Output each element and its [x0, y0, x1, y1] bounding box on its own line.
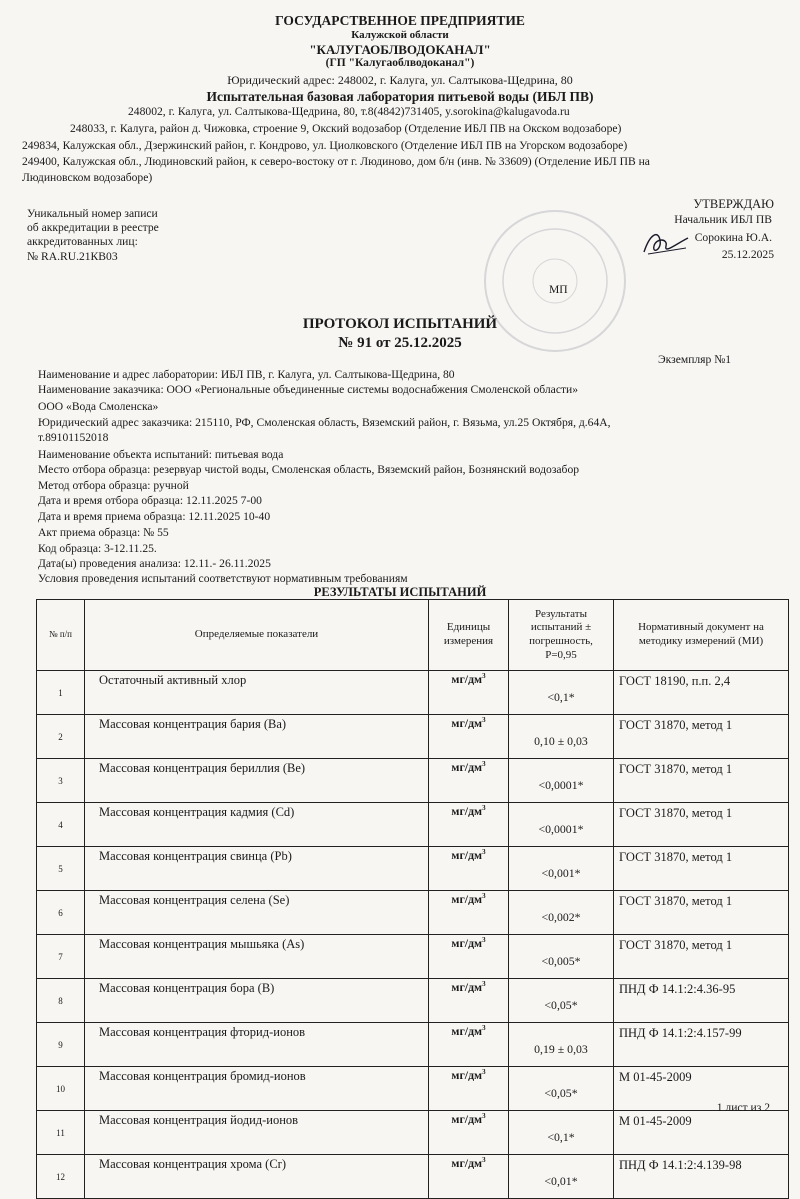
row-number: 6	[37, 891, 85, 935]
unit-label: мг/дм	[451, 1068, 483, 1082]
unit-exponent: 3	[482, 716, 486, 725]
indicator-name: Массовая концентрация хрома (Cr)	[85, 1155, 429, 1199]
indicator-name: Массовая концентрация фторид-ионов	[85, 1023, 429, 1067]
unit-exponent: 3	[482, 1156, 486, 1165]
info-line: Дата и время отбора образца: 12.11.2025 7-00	[38, 494, 262, 507]
indicator-name: Массовая концентрация бария (Ва)	[85, 715, 429, 759]
method-document: ГОСТ 31870, метод 1	[614, 891, 789, 935]
result-value: <0,001*	[509, 847, 614, 891]
indicator-name: Массовая концентрация бора (B)	[85, 979, 429, 1023]
unit-cell	[429, 1067, 509, 1111]
laboratory-name: Испытательная базовая лаборатория питьевой воды (ИБЛ ПВ)	[206, 89, 594, 104]
unit-label: мг/дм	[451, 848, 483, 862]
unit-cell	[429, 1111, 509, 1155]
result-value: <0,01*	[509, 1155, 614, 1199]
result-value: 0,10 ± 0,03	[509, 715, 614, 759]
unit-label: мг/дм	[451, 980, 483, 994]
result-value: <0,005*	[509, 935, 614, 979]
organization-title: ГОСУДАРСТВЕННОЕ ПРЕДПРИЯТИЕ	[275, 13, 525, 28]
table-row	[37, 715, 789, 759]
row-number: 4	[37, 803, 85, 847]
row-number: 10	[37, 1067, 85, 1111]
unit-cell	[429, 847, 509, 891]
method-document: ГОСТ 18190, п.п. 2,4	[614, 671, 789, 715]
info-line: Акт приема образца: № 55	[38, 526, 169, 539]
method-document: М 01-45-2009	[614, 1111, 789, 1155]
laboratory-address-2: 248033, г. Калуга, район д. Чижовка, строение 9, Окский водозабор (Отделение ИБЛ ПВ на Окском водозаборе)	[70, 122, 622, 135]
indicator-name: Остаточный активный хлор	[85, 671, 429, 715]
table-row	[37, 671, 789, 715]
result-value: <0,05*	[509, 1067, 614, 1111]
unit-exponent: 3	[482, 760, 486, 769]
unit-exponent: 3	[482, 980, 486, 989]
approval-name: Сорокина Ю.А.	[694, 231, 772, 244]
unit-exponent: 3	[482, 936, 486, 945]
unit-cell	[429, 1023, 509, 1067]
method-document: ПНД Ф 14.1:2:4.139-98	[614, 1155, 789, 1199]
accreditation-text: аккредитованных лиц:	[27, 235, 138, 248]
organization-region: Калужской области	[351, 29, 449, 41]
unit-exponent: 3	[482, 848, 486, 857]
approval-position: Начальник ИБЛ ПВ	[674, 213, 772, 226]
unit-label: мг/дм	[451, 936, 483, 950]
row-number: 1	[37, 671, 85, 715]
table-row	[37, 1111, 789, 1155]
method-document: ГОСТ 31870, метод 1	[614, 759, 789, 803]
page-counter: 1 лист из 2	[716, 1101, 770, 1114]
row-number: 2	[37, 715, 85, 759]
table-header-row	[37, 600, 789, 671]
laboratory-address-3: 249834, Калужская обл., Дзержинский район, г. Кондрово, ул. Циолковского (Отделение ИБЛ ПВ на Угорском водозаборе)	[22, 139, 628, 152]
header-indicator: Определяемые показатели	[85, 600, 429, 671]
stamp-seal-icon	[480, 206, 630, 356]
unit-cell	[429, 979, 509, 1023]
row-number: 5	[37, 847, 85, 891]
indicator-name: Массовая концентрация кадмия (Cd)	[85, 803, 429, 847]
unit-label: мг/дм	[451, 892, 483, 906]
unit-label: мг/дм	[451, 672, 483, 686]
header-number: № п/п	[37, 600, 85, 671]
accreditation-text: об аккредитации в реестре	[27, 221, 159, 234]
organization-name: "КАЛУГАОБЛВОДОКАНАЛ"	[309, 42, 491, 57]
unit-cell	[429, 1155, 509, 1199]
method-document: ПНД Ф 14.1:2:4.36-95	[614, 979, 789, 1023]
table-row	[37, 759, 789, 803]
info-line: Наименование и адрес лаборатории: ИБЛ ПВ, г. Калуга, ул. Салтыкова-Щедрина, 80	[38, 368, 455, 381]
unit-exponent: 3	[482, 672, 486, 681]
table-row	[37, 803, 789, 847]
info-line: Место отбора образца: резервуар чистой воды, Смоленская область, Вяземский район, Бознянский водозабор	[38, 463, 580, 476]
accreditation-number: № RA.RU.21КВ03	[27, 250, 118, 263]
indicator-name: Массовая концентрация йодид-ионов	[85, 1111, 429, 1155]
result-value: <0,0001*	[509, 759, 614, 803]
accreditation-text: Уникальный номер записи	[27, 207, 158, 220]
copy-number: Экземпляр №1	[658, 353, 732, 366]
result-value: <0,002*	[509, 891, 614, 935]
unit-label: мг/дм	[451, 804, 483, 818]
method-document: ГОСТ 31870, метод 1	[614, 803, 789, 847]
result-value: <0,1*	[509, 671, 614, 715]
result-value: <0,1*	[509, 1111, 614, 1155]
info-line: Условия проведения испытаний соответствуют нормативным требованиям	[38, 572, 408, 585]
indicator-name: Массовая концентрация бромид-ионов	[85, 1067, 429, 1111]
unit-label: мг/дм	[451, 1156, 483, 1170]
info-line: Наименование заказчика: ООО «Региональные объединенные системы водоснабжения Смоленской области»	[38, 383, 579, 396]
unit-cell	[429, 891, 509, 935]
header-unit: Единицы измерения	[429, 600, 509, 671]
unit-exponent: 3	[482, 1112, 486, 1121]
unit-cell	[429, 935, 509, 979]
method-document: ГОСТ 31870, метод 1	[614, 715, 789, 759]
result-value: <0,0001*	[509, 803, 614, 847]
unit-label: мг/дм	[451, 760, 483, 774]
info-line: т.89101152018	[38, 431, 109, 444]
unit-cell	[429, 715, 509, 759]
laboratory-address-1: 248002, г. Калуга, ул. Салтыкова-Щедрина, 80, т.8(4842)731405, y.sorokina@kalugavoda.ru	[128, 105, 570, 118]
protocol-number: № 91 от 25.12.2025	[338, 335, 462, 351]
unit-exponent: 3	[482, 1068, 486, 1077]
indicator-name: Массовая концентрация свинца (Pb)	[85, 847, 429, 891]
approval-date: 25.12.2025	[721, 248, 774, 261]
organization-short-name: (ГП "Калугаоблводоканал")	[325, 57, 475, 69]
table-row	[37, 979, 789, 1023]
info-line: Наименование объекта испытаний: питьевая вода	[38, 448, 284, 461]
approval-title: УТВЕРЖДАЮ	[693, 197, 774, 211]
unit-label: мг/дм	[451, 1024, 483, 1038]
unit-exponent: 3	[482, 1024, 486, 1033]
laboratory-address-4-continued: Людиновском водозаборе)	[22, 171, 153, 184]
unit-cell	[429, 671, 509, 715]
table-row	[37, 891, 789, 935]
result-value: <0,05*	[509, 979, 614, 1023]
table-row	[37, 935, 789, 979]
row-number: 11	[37, 1111, 85, 1155]
info-line: Дата и время приема образца: 12.11.2025 10-40	[38, 510, 271, 523]
header-result: Результаты испытаний ± погрешность, Р=0,95	[509, 600, 614, 671]
info-line: Метод отбора образца: ручной	[38, 479, 189, 492]
protocol-title: ПРОТОКОЛ ИСПЫТАНИЙ	[302, 316, 498, 332]
unit-cell	[429, 803, 509, 847]
unit-cell	[429, 759, 509, 803]
table-row	[37, 847, 789, 891]
table-row	[37, 1067, 789, 1111]
result-value: 0,19 ± 0,03	[509, 1023, 614, 1067]
method-document: М 01-45-2009	[614, 1067, 789, 1111]
row-number: 7	[37, 935, 85, 979]
results-title: РЕЗУЛЬТАТЫ ИСПЫТАНИЙ	[313, 585, 487, 599]
method-document: ГОСТ 31870, метод 1	[614, 847, 789, 891]
row-number: 8	[37, 979, 85, 1023]
header-method-doc: Нормативный документ на методику измерений (МИ)	[614, 600, 789, 671]
results-table	[36, 599, 789, 1199]
unit-label: мг/дм	[451, 1112, 483, 1126]
table-row	[37, 1023, 789, 1067]
stamp-label: МП	[549, 283, 568, 296]
unit-exponent: 3	[482, 892, 486, 901]
indicator-name: Массовая концентрация мышьяка (As)	[85, 935, 429, 979]
row-number: 9	[37, 1023, 85, 1067]
info-line: Юридический адрес заказчика: 215110, РФ, Смоленская область, Вяземский район, г. Вязьма, ул.25 Октября, д.64А,	[38, 416, 611, 429]
legal-address: Юридический адрес: 248002, г. Калуга, ул. Салтыкова-Щедрина, 80	[227, 73, 573, 87]
row-number: 12	[37, 1155, 85, 1199]
method-document: ПНД Ф 14.1:2:4.157-99	[614, 1023, 789, 1067]
info-line: Дата(ы) проведения анализа: 12.11.- 26.11.2025	[38, 557, 271, 570]
laboratory-address-4: 249400, Калужская обл., Людиновский район, к северо-востоку от г. Людиново, дом б/н (инв. № 33609) (Отделение ИБЛ ПВ на	[22, 155, 650, 168]
unit-label: мг/дм	[451, 716, 483, 730]
row-number: 3	[37, 759, 85, 803]
table-row	[37, 1155, 789, 1199]
signature-icon	[640, 224, 692, 260]
unit-exponent: 3	[482, 804, 486, 813]
indicator-name: Массовая концентрация селена (Se)	[85, 891, 429, 935]
indicator-name: Массовая концентрация бериллия (Be)	[85, 759, 429, 803]
method-document: ГОСТ 31870, метод 1	[614, 935, 789, 979]
info-line: Код образца: 3-12.11.25.	[38, 542, 157, 555]
info-line: ООО «Вода Смоленска»	[38, 400, 159, 413]
